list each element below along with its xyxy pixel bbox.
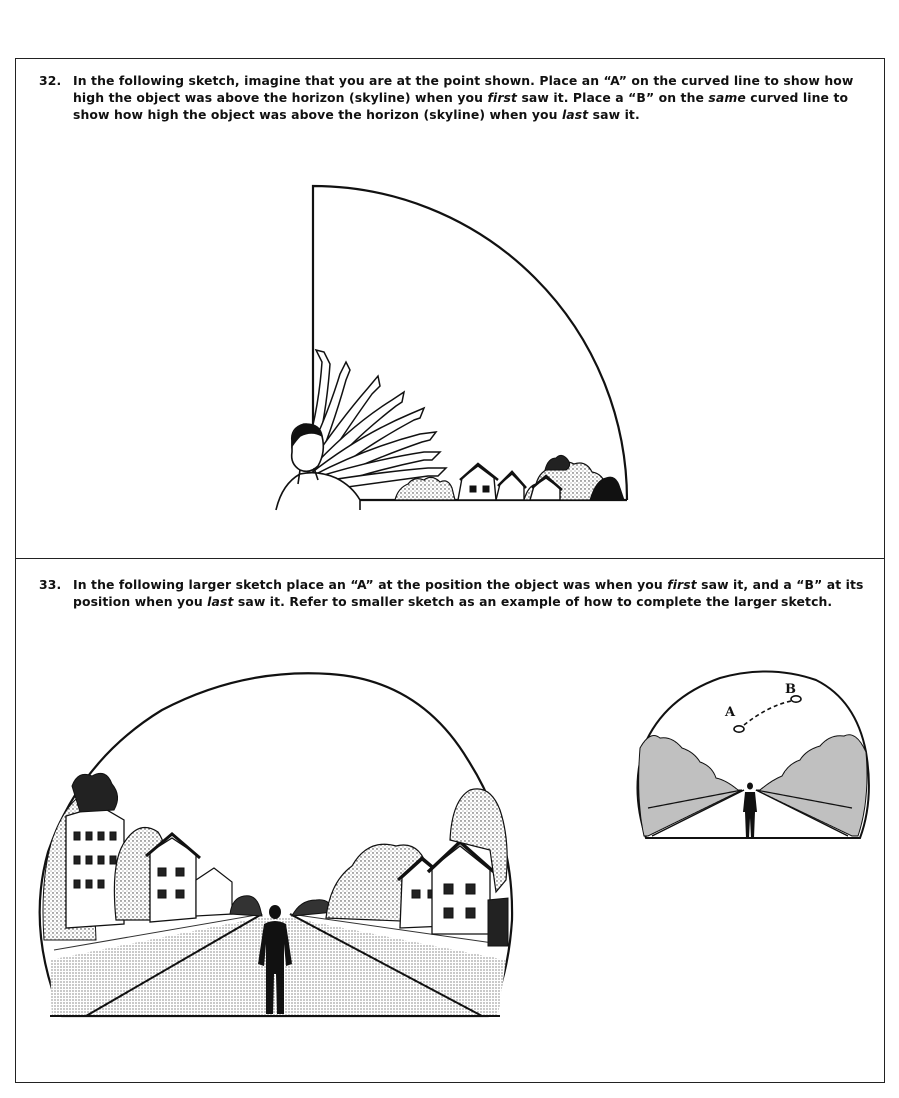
question-text-segment: saw it. xyxy=(588,107,640,122)
pointing-arms xyxy=(300,350,446,488)
large-sky-dome-sketch xyxy=(40,673,512,1016)
skyline-houses xyxy=(395,455,624,500)
question-text-segment: last xyxy=(207,594,234,609)
question-text-segment: same xyxy=(708,90,746,105)
label-a: A xyxy=(725,705,736,720)
quarter-circle-sketch xyxy=(276,186,627,510)
question-text-segment: curved line to show how high the object was above the horizon (skyline) when you xyxy=(73,90,849,122)
question-text-segment: saw it, and a “B” at its position when you xyxy=(73,577,864,609)
question-text-segment: In the following larger sketch place an “A” at the position the object was when you xyxy=(73,577,668,592)
question-text-segment: last xyxy=(561,107,589,122)
position-a-marker xyxy=(734,726,744,732)
question-text-segment: first xyxy=(487,90,518,105)
question-text-segment: saw it. Place a “B” on the xyxy=(517,90,709,105)
question-text-segment: saw it. Refer to smaller sketch as an example of how to complete the larger sketch. xyxy=(233,594,833,609)
question-33-number: 33. xyxy=(39,577,62,592)
question-32-number: 32. xyxy=(39,73,62,88)
question-text-segment: first xyxy=(667,577,697,592)
label-b: B xyxy=(785,682,796,697)
question-text-segment: In the following sketch, imagine that you are at the point shown. Place an “A” on the curved line to show how high the object was above the horizon (skyline) when you xyxy=(73,73,854,105)
small-example-sketch xyxy=(637,671,868,838)
